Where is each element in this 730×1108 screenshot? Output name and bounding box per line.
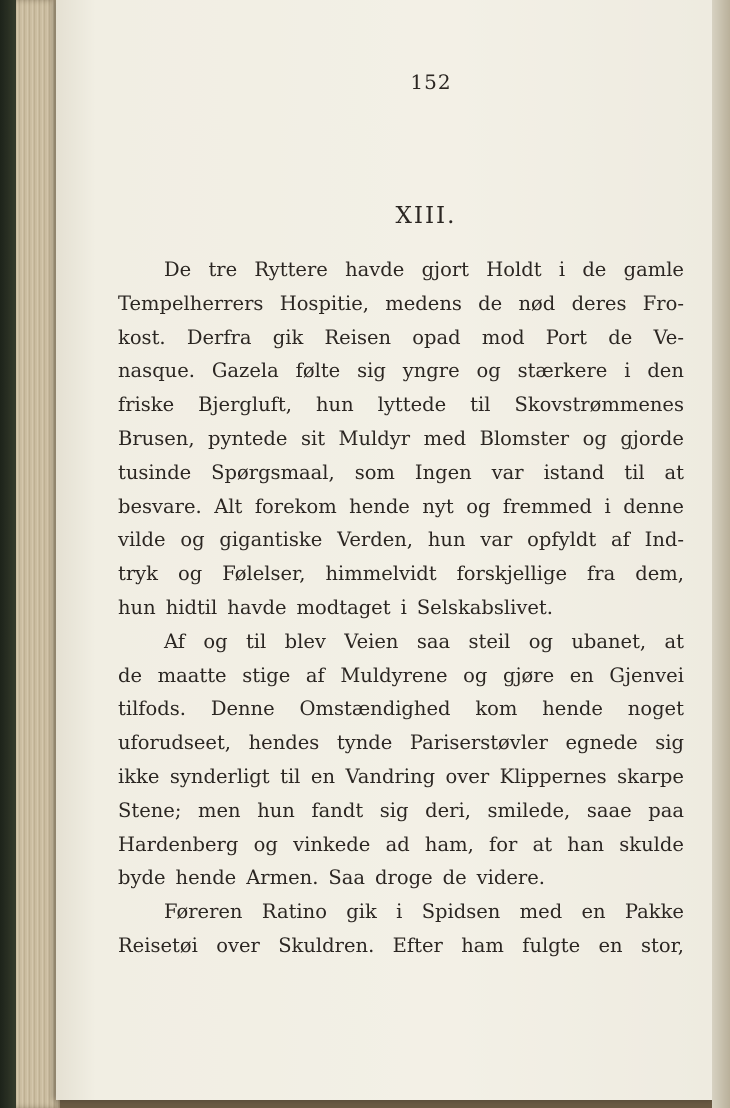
text-line: tryk og Følelser, himmelvidt forskjellige fra dem, (118, 562, 684, 586)
text-line: Brusen, pyntede sit Muldyr med Blomster og gjorde (118, 426, 684, 450)
text-line: tilfods. Denne Omstændighed kom hende noget (118, 697, 684, 721)
text-line: Reisetøi over Skuldren. Efter ham fulgte en stor, (118, 933, 684, 957)
page-content (118, 70, 684, 963)
text-line: besvare. Alt forekom hende nyt og fremmed i denne (118, 494, 684, 518)
text-line: tusinde Spørgsmaal, som Ingen var istand til at (118, 460, 684, 484)
page-number: 152 (410, 70, 452, 94)
body-text (118, 253, 684, 963)
chapter-heading: XIII. (395, 203, 457, 229)
text-line: hun hidtil havde modtaget i Selskabslivet. (118, 595, 553, 619)
text-line: friske Bjergluft, hun lyttede til Skovstrømmenes (118, 393, 684, 417)
page-edges (16, 0, 60, 1108)
text-line: de maatte stige af Muldyrene og gjøre en Gjenvei (118, 663, 684, 687)
page-right-edge (712, 0, 730, 1108)
text-line: Af og til blev Veien saa steil og ubanet, at (164, 629, 684, 653)
text-line: vilde og gigantiske Verden, hun var opfyldt af Ind- (118, 528, 684, 552)
text-line: kost. Derfra gik Reisen opad mod Port de Ve- (118, 325, 684, 349)
text-line: Hardenberg og vinkede ad ham, for at han skulde (118, 832, 684, 856)
text-line: Føreren Ratino gik i Spidsen med en Pakke (164, 900, 684, 924)
text-line: ikke synderligt til en Vandring over Klippernes skarpe (118, 764, 684, 788)
text-line: byde hende Armen. Saa droge de videre. (118, 866, 545, 890)
text-line: uforudseet, hendes tynde Pariserstøvler egnede sig (118, 731, 684, 755)
text-line: nasque. Gazela følte sig yngre og stærkere i den (118, 359, 684, 383)
text-line: Tempelherrers Hospitie, medens de nød deres Fro- (118, 291, 684, 315)
text-line: De tre Ryttere havde gjort Holdt i de gamle (164, 258, 684, 281)
text-line: Stene; men hun fandt sig deri, smilede, saae paa (118, 798, 684, 822)
